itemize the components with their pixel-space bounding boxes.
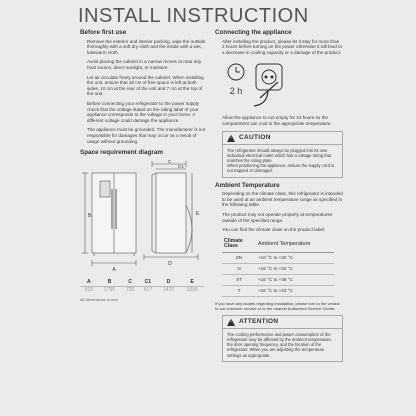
dim-value-c1: 617: [143, 287, 153, 294]
caution-line: The refrigerator should always be plugged into its own individual electrical outlet which has a voltage rating that matches the rating plate.: [227, 147, 332, 163]
space-diagram-heading: Space requirement diagram: [80, 149, 163, 157]
dimensions-note: All dimensions in mm: [80, 296, 118, 302]
climate-class: N: [222, 263, 256, 274]
dim-value-d: 1470: [162, 287, 175, 294]
caution-body: [223, 145, 342, 177]
ambient-paragraph: The product may not operate properly at temperatures outside of the specified range.: [222, 211, 333, 223]
ambient-paragraph: Depending on the climate class, this refrigerator is intended to be used at an ambient temperature range as specified in the following table.: [222, 191, 343, 208]
clock-and-socket-icon: [224, 60, 294, 110]
attention-body: The cooling performance and power consumption of the refrigerator may be affected by the ambient temperature, the door opening frequency, and the location of the refrigerator. When you are adjusting the temperature settings as appropriate.: [227, 331, 332, 358]
before-first-use-paragraph: Let air circulate freely around the cabinet. When installing the unit, ensure that 10 cm of free space is left at both sides, 10 cm at the rear of the unit and 7 cm at the top of the unit.: [87, 74, 204, 97]
attention-title: ATTENTION: [239, 318, 279, 325]
right-column: [215, 30, 343, 367]
dim-label-c1: C1: [178, 163, 184, 169]
caution-header: [223, 132, 342, 145]
climate-range: +16 °C to +43 °C: [256, 285, 334, 296]
dimensions-table: [80, 279, 204, 295]
dim-header-c: C: [121, 279, 139, 287]
dim-label-e: E: [196, 210, 200, 217]
dim-header-d: D: [157, 279, 181, 287]
caution-box: [222, 131, 343, 178]
ambient-paragraph: You can find the climate class on the product label.: [222, 227, 326, 233]
connect-illustration: [224, 59, 343, 111]
dimensions-header-row: [80, 279, 204, 287]
dimensions-value-row: [80, 287, 204, 295]
climate-class-header: Climate Class: [222, 237, 256, 253]
warning-icon: [227, 318, 235, 326]
fridge-dimensions-illustration: [80, 159, 206, 279]
before-first-use-paragraph: Remove the exterior and interior packing, wipe the outside thoroughly with a soft dry cloth and the inside with a wet, lukewarm cloth.: [87, 38, 206, 55]
caution-title: CAUTION: [239, 133, 271, 141]
dim-value-b: 1790: [103, 287, 116, 294]
climate-class: ST: [222, 274, 256, 285]
dim-value-c: 726: [125, 287, 135, 294]
connecting-paragraph: After installing the product, please let it stay for more than 2 hours before turning on the power otherwise it will lead to a decrease in cooling capacity or a damage of the product.: [222, 38, 343, 55]
before-first-use-paragraph: Avoid placing the cabinet in a narrow recess or near any heat source, direct sunlight, or moisture.: [87, 59, 202, 70]
space-requirement-diagram: [80, 159, 206, 279]
ambient-heading: Ambient Temperature: [215, 181, 280, 189]
climate-row: [222, 274, 334, 285]
attention-box: [222, 315, 343, 362]
before-first-use-paragraph: Before connecting your refrigerator to the power supply check that the voltage stated on the rating label of your appliance corresponds to the voltage in your home. A different voltage could damage the appliance.: [87, 100, 200, 123]
climate-class: SN: [222, 252, 256, 263]
climate-range: +16 °C to +38 °C: [256, 274, 334, 285]
dim-label-b: B: [88, 212, 92, 219]
warning-icon: [227, 134, 235, 142]
climate-row: [222, 263, 334, 274]
page-title: INSTALL INSTRUCTION: [78, 5, 309, 27]
before-first-use-paragraph: The appliance must be grounded. The manufacturer is not responsible for damages that may occur as a result of usage without grounding.: [87, 127, 206, 144]
climate-header-row: [222, 237, 334, 253]
caution-line: When positioning the appliance, ensure the supply cord is not trapped or damaged.: [227, 163, 335, 174]
climate-class: T: [222, 285, 256, 296]
left-column: [80, 30, 206, 302]
climate-range: +10 °C to +32 °C: [256, 252, 334, 263]
clock-label: 2 h: [229, 86, 243, 97]
climate-class-table: [222, 237, 334, 297]
attention-header: [223, 316, 342, 329]
dim-label-a: A: [112, 266, 116, 273]
dim-label-d: D: [168, 260, 172, 267]
climate-row: [222, 285, 334, 296]
ambient-temperature-header: Ambient Temperature: [256, 237, 334, 253]
climate-range: +16 °C to +32 °C: [256, 263, 334, 274]
dim-value-a: 910: [84, 287, 94, 294]
connecting-paragraph-2: Allow the appliance to run empty for 24 hours so the compartment can cool to the appropriate temperature.: [222, 115, 332, 126]
dim-value-e: 1000: [186, 287, 198, 294]
dim-header-b: B: [98, 279, 122, 287]
ambient-footer: If you have any doubts regarding installation, please turn to the vendor, to our customer service or to the nearest Authorised Service Centre.: [215, 300, 341, 311]
before-first-use-heading: Before first use: [80, 29, 127, 36]
connecting-heading: Connecting the appliance: [215, 29, 292, 36]
climate-row: [222, 252, 334, 263]
dim-header-e: E: [180, 279, 204, 287]
dim-header-c1: C1: [139, 279, 157, 287]
dim-label-c: C: [168, 158, 172, 164]
dim-header-a: A: [80, 279, 98, 287]
